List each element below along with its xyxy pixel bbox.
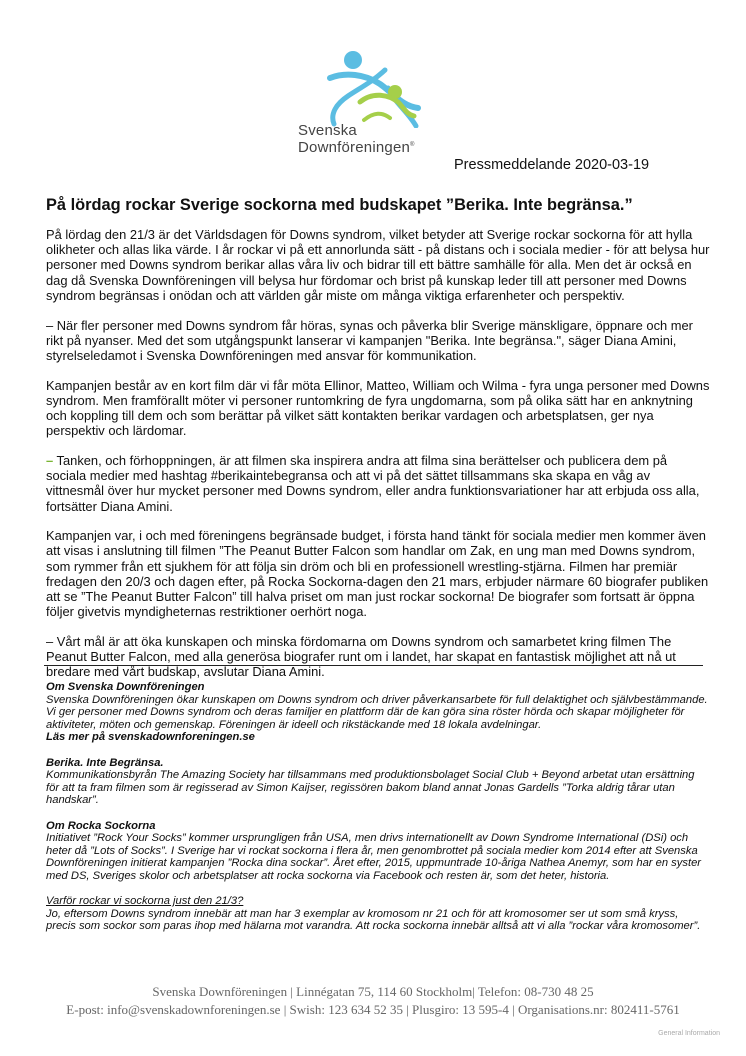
fact-campaign bbox=[46, 757, 710, 807]
paragraph-film: Kampanjen var, i och med föreningens begränsade budget, i första hand tänkt för sociala medier men kommer även att visas i anslutning till filmen ”The Peanut Butter Falcon som handlar om Zak, en ung man med Downs syndrom, som rymmer från ett sjukhem för att följa sin dröm och bli en professionell wrestling-stjärna. Filmen har premiär fredagen den 20/3 och dagen efter, på Rocka Sockorna-dagen den 21 mars, erbjuder närmare 60 biografer publiken att se ”The Peanut Butter Falcon” till halva priset om man just rockar sockorna! De biografer som fortsatt är öppna följer givetvis myndigheternas restriktioner oerhört noga. bbox=[46, 528, 709, 620]
press-release-date: Pressmeddelande 2020-03-19 bbox=[454, 157, 650, 173]
fact-about-text: Svenska Downföreningen ökar kunskapen om Downs syndrom och driver påverkansarbete för full delaktighet och självbestämmande. Vi ger personer med Downs syndrom och deras familjer en plattform där de kan göra sina röster hörda och skapar möjligheter för aktiviteter, möten och gemenskap. Föreningen är ideell och rikstäckande med 18 lokala avdelningar. bbox=[46, 693, 708, 731]
paragraph-quote-1: – När fler personer med Downs syndrom får höras, synas och påverka blir Sverige mänskligare, öppnare och mer rikt på nyanser. Med det som utgångspunkt lanserar vi kampanjen "Berika. Inte begränsa.", säger Diana Amini, styrelseledamot i Svenska Downföreningen med ansvar för kommunikation. bbox=[46, 317, 693, 363]
logo-figure-icon bbox=[290, 48, 430, 128]
fact-campaign-heading: Berika. Inte Begränsa. bbox=[46, 756, 164, 769]
fact-about-heading: Om Svenska Downföreningen bbox=[46, 681, 205, 693]
paragraph-intro: På lördag den 21/3 är det Världsdagen för Downs syndrom, vilket betyder att Sverige rockar sockorna för att hylla olikheter och allas lika värde. I år rockar vi på ett annorlunda sätt - på distans och i sociala medier - för att belysa hur personer med Downs syndrom berikar allas våra liv och bidrar till ett bättre samhälle för alla. Men det är också en dag då Svenska Downföreningen vill belysa hur fördomar och brist på kunskap leder till att personer med Downs syndrom begränsas i onödan och att världen går miste om många viktiga erfarenheter och perspektiv. bbox=[46, 227, 710, 303]
fact-campaign-text: Kommunikationsbyrån The Amazing Society har tillsammans med produktionsbolaget Social Club + Beyond arbetat utan ersättning för att ta fram filmen som är regisserad av Simon Kaijser, regissören bakom bland annat Jonas Gardells ”Torka aldrig tårar utan handskar”. bbox=[46, 769, 695, 807]
fact-rocka bbox=[46, 820, 710, 883]
website-link[interactable]: Läs mer på svenskadownforeningen.se bbox=[46, 731, 255, 744]
paragraph-quote-2 bbox=[46, 453, 710, 514]
headline: På lördag rockar Sverige sockorna med budskapet ”Berika. Inte begränsa.” bbox=[46, 196, 633, 214]
fact-about bbox=[46, 681, 710, 744]
article-body bbox=[46, 227, 710, 694]
fact-why bbox=[46, 895, 710, 933]
section-divider bbox=[44, 665, 703, 666]
logo-text-line2: Downföreningen® bbox=[298, 139, 415, 156]
fact-rocka-heading: Om Rocka Sockorna bbox=[46, 819, 156, 832]
page-footer bbox=[0, 983, 746, 1019]
fact-rocka-text: Initiativet ”Rock Your Socks” kommer ursprungligen från USA, men drivs internationellt av Down Syndrome International (DSi) och heter då ”Lots of Socks”. I Sverige har vi rockat sockorna i flera år, men genombrottet på sociala medier kom 2014 efter att Svenska Downföreningen initierat kampanjen ”Rocka dina sockar”. Året efter, 2015, uppmuntrade 10-åriga Nathea Anemyr, som har en syster med DS, Sveriges skolor och arbetsplatser att rocka sockorna via Facebook och resten är, som det heter, historia. bbox=[46, 832, 702, 882]
paragraph-closing: – Vårt mål är att öka kunskapen och minska fördomarna om Downs syndrom och samarbetet kring filmen The Peanut Butter Falcon, med alla generösa biografer runt om i landet, har skapat en fantastisk möjlighet att nå ut bredare med vårt budskap, avslutar Diana Amini. bbox=[46, 633, 676, 680]
logo-text-line1: Svenska bbox=[298, 122, 357, 139]
footer-address: Svenska Downföreningen | Linnégatan 75, 114 60 Stockholm| Telefon: 08-730 48 25 bbox=[152, 984, 594, 999]
paragraph-campaign: Kampanjen består av en kort film där vi får möta Ellinor, Matteo, William och Wilma - fyra unga personer med Downs syndrom. Men framförallt möter vi personer runtomkring de fyra ungdomarna, som på olika sätt har en anknytning och koppling till dem och som berättar på vilket sätt kontakten berikar vardagen och arbetsplatsen, ger nya perspektiv och lärdomar. bbox=[46, 377, 710, 439]
classification-label: General Information bbox=[658, 1030, 720, 1037]
green-dash: – bbox=[46, 452, 54, 468]
fact-section bbox=[46, 681, 710, 945]
organization-logo bbox=[290, 48, 430, 160]
fact-why-heading: Varför rockar vi sockorna just den 21/3? bbox=[46, 895, 244, 908]
paragraph-quote-2-text: Tanken, och förhoppningen, är att filmen ska inspirera andra att filma sina berättelser och publicera dem på sociala medier med hashtag #berikaintebegransa och att vi på det sättet tillsammans ska skapa en våg av vittnesmål över hur mycket personer med Downs syndrom, eller andra funktionsvariationer har att erbjuda oss alla, fortsätter Diana Amini. bbox=[46, 452, 700, 514]
fact-why-text: Jo, eftersom Downs syndrom innebär att man har 3 exemplar av kromosom nr 21 och för att kromosomer ser ut som små kryss, precis som sockor som paras ihop med hälarna mot varandra. Att rocka sockorna innebär alltså att vi alla ”rockar våra kromosomer”. bbox=[46, 907, 701, 933]
footer-contact: E-post: info@svenskadownforeningen.se | Swish: 123 634 52 35 | Plusgiro: 13 595-4 | Organisations.nr: 802411-5761 bbox=[66, 1002, 680, 1017]
